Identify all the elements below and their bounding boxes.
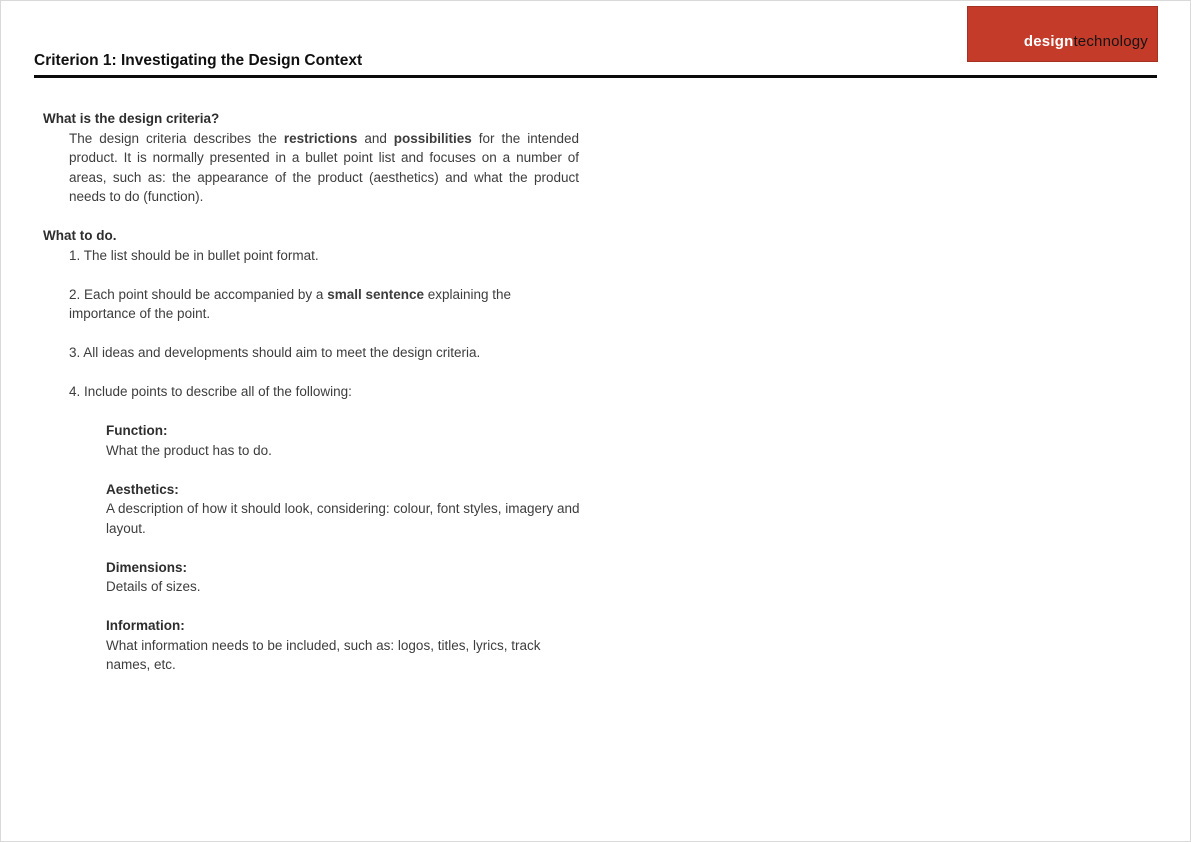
criteria-point-function [106,421,613,460]
header [34,52,1157,78]
criteria-point-label: Information: [106,618,185,633]
section-heading-what-is: What is the design criteria? [43,111,220,126]
criteria-point-description: What the product has to do. [106,442,272,458]
brand-logo-text [1024,33,1148,50]
step-2-bold-small-sentence: small sentence [327,286,424,302]
page-title: Criterion 1: Investigating the Design Context [34,52,363,69]
criteria-point-aesthetics [106,480,613,539]
criteria-point-label: Dimensions: [106,559,188,575]
paragraph-run-2: and [357,130,394,146]
criteria-point-description: Details of sizes. [106,579,201,594]
section-heading-what-to-do: What to do. [43,228,117,243]
step-1: 1. The list should be in bullet point format. [69,247,319,263]
step-2 [69,285,574,324]
document-body [43,109,613,675]
paragraph-run-1: The design criteria describes the [69,130,284,146]
step-2-run-1: 2. Each point should be accompanied by a [69,286,328,302]
brand-word-design: design [1023,33,1074,50]
criteria-point-label: Function: [106,423,168,438]
step-3: 3. All ideas and developments should aim to meet the design criteria. [69,345,481,360]
paragraph-bold-restrictions: restrictions [283,130,358,146]
paragraph-bold-possibilities: possibilities [393,130,472,146]
criteria-point-information [106,616,613,675]
step-4: 4. Include points to describe all of the following: [69,384,352,399]
criteria-point-description: What information needs to be included, such as: logos, titles, lyrics, track names, etc. [106,637,541,672]
paragraph-run-3: for the intended product. It is normally presented in a bullet point list and focuses on a number of areas, such as: the appearance of the product (aesthetics) and what the product needs to do (function). [69,130,579,204]
criteria-point-description: A description of how it should look, considering: colour, font styles, imagery and layout. [106,501,580,536]
brand-word-technology: technology [1073,33,1148,50]
criteria-point-dimensions [106,558,613,597]
step-2-run-2: explaining the importance of the point. [69,286,512,321]
criteria-point-label: Aesthetics: [106,481,179,497]
design-criteria-paragraph [69,129,579,207]
